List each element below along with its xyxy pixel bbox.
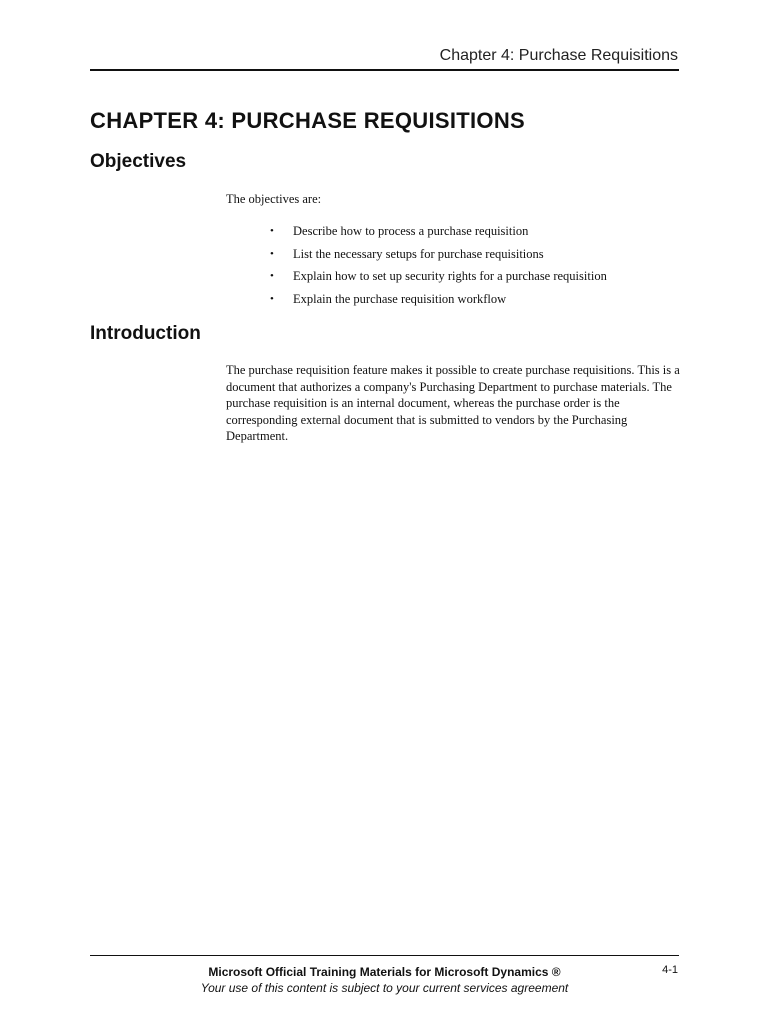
introduction-paragraph: The purchase requisition feature makes it possible to create purchase requisitions. This is a document that authorizes a company's Purchasing Department to purchase materials. The purchase requisition is an internal document, whereas the purchase order is the corresponding external document that is submitted to vendors by the Purchasing Department.: [226, 363, 680, 444]
objective-text: Explain the purchase requisition workflow: [293, 291, 507, 306]
list-item: [270, 268, 680, 291]
chapter-title: CHAPTER 4: PURCHASE REQUISITIONS: [90, 108, 525, 133]
footer-rule: [90, 955, 679, 956]
objectives-heading: Objectives: [90, 151, 187, 172]
running-header: Chapter 4: Purchase Requisitions: [439, 47, 678, 64]
introduction-heading: Introduction: [90, 323, 201, 344]
list-item: [270, 291, 680, 314]
bullet-icon: •: [270, 292, 274, 305]
objective-text: List the necessary setups for purchase requisitions: [293, 246, 544, 261]
bullet-icon: •: [270, 270, 274, 282]
bullet-icon: •: [270, 225, 274, 237]
objectives-list: [270, 223, 680, 313]
objective-text: Describe how to process a purchase requisition: [293, 224, 529, 238]
list-item: [270, 246, 680, 269]
page-number: 4-1: [662, 964, 678, 976]
objective-text: Explain how to set up security rights for a purchase requisition: [293, 269, 607, 283]
header-rule: [90, 69, 679, 71]
objectives-intro: The objectives are:: [226, 192, 322, 206]
bullet-icon: •: [270, 247, 274, 260]
footer-copyright: Microsoft Official Training Materials for Microsoft Dynamics ®: [208, 965, 561, 979]
list-item: [270, 223, 680, 246]
footer-agreement-notice: Your use of this content is subject to your current services agreement: [200, 981, 569, 995]
